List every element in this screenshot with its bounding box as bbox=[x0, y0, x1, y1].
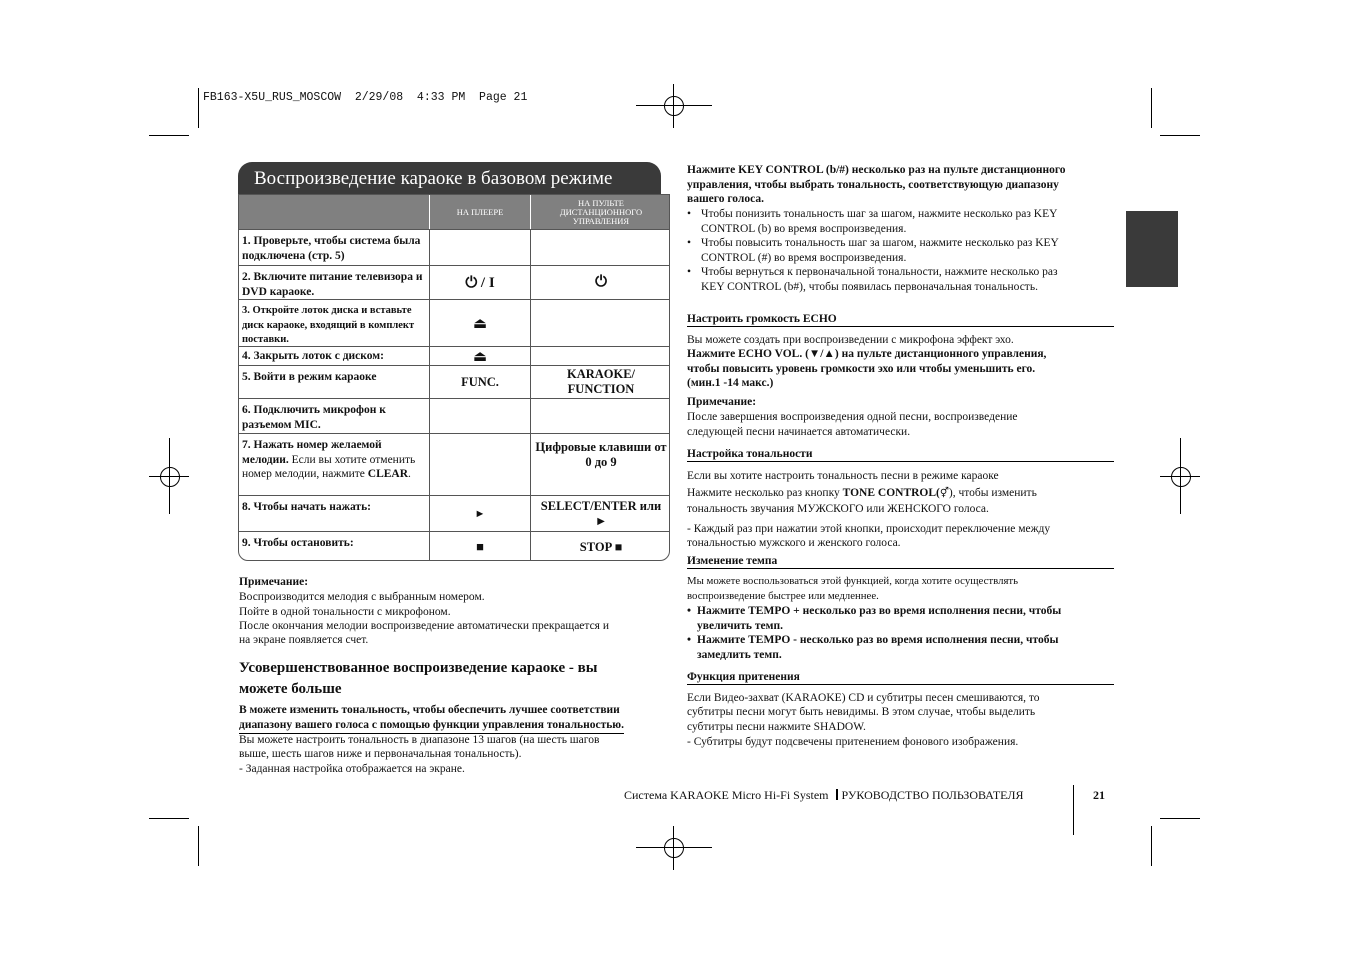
bullet-item: • Чтобы вернуться к первоначальной тональности, нажмите несколько раз KEY CONTROL (b#), чтобы появилась первоначальная тональность. bbox=[687, 266, 1058, 293]
steps-table bbox=[238, 194, 670, 561]
stop-icon: ■ bbox=[430, 532, 531, 561]
section-title-tempo: Изменение темпа bbox=[687, 555, 1114, 569]
footer-divider bbox=[1073, 785, 1074, 835]
paragraph-line: Вы можете настроить тональность в диапазоне 13 шагов (на шесть шагов bbox=[239, 734, 600, 746]
header-slug: FB163-X5U_RUS_MOSCOW 2/29/08 4:33 PM Page 21 bbox=[203, 91, 528, 104]
eject-icon: ⏏ bbox=[430, 347, 531, 365]
bold-paragraph: В можете изменить тональность, чтобы обеспечить лучшее соответствии bbox=[239, 704, 620, 716]
table-row: 4. Закрыть лоток с диском: ⏏ bbox=[239, 346, 669, 365]
bullet-item: • Чтобы повысить тональность шаг за шагом, нажмите несколько раз KEY CONTROL (#) во время воспроизведения. bbox=[687, 237, 1059, 264]
play-icon: ► bbox=[430, 496, 531, 531]
table-row: 1. Проверьте, чтобы система была подключена (стр. 5) bbox=[239, 229, 669, 265]
table-row: 3. Откройте лоток диска и вставьте диск караоке, входящий в комплект поставки. ⏏ bbox=[239, 299, 669, 346]
intro-line: вашего голоса. bbox=[687, 193, 764, 205]
table-header bbox=[239, 195, 669, 229]
table-row: 5. Войти в режим караоке FUNC. KARAOKE/ FUNCTION bbox=[239, 365, 669, 398]
paragraph-line: выше, шесть шагов ниже и первоначальная тональность). bbox=[239, 748, 522, 760]
section-title-tone: Настройка тональности bbox=[687, 448, 1114, 462]
section-heading: можете больше bbox=[239, 681, 342, 697]
page-number: 21 bbox=[1093, 788, 1105, 802]
note-line: Воспроизводится мелодия с выбранным номером. bbox=[239, 591, 485, 603]
table-row: 8. Чтобы начать нажать: ► SELECT/ENTER или ► bbox=[239, 495, 669, 531]
footer-text: Система KARAOKE Micro Hi-Fi System РУКОВОДСТВО ПОЛЬЗОВАТЕЛЯ bbox=[624, 788, 1024, 802]
table-row: 2. Включите питание телевизора и DVD караоке. ⏻ / I ⏻ bbox=[239, 265, 669, 299]
table-row: 6. Подключить микрофон к разъемом MIC. bbox=[239, 398, 669, 433]
col-remote-header: НА ПУЛЬТЕ ДИСТАНЦИОННОГО УПРАВЛЕНИЯ bbox=[559, 197, 643, 226]
tone-gender-icon: ⚥ bbox=[939, 488, 949, 499]
col-player-header: НА ПЛЕЕРЕ bbox=[430, 195, 531, 229]
paragraph-line: - Заданная настройка отображается на экране. bbox=[239, 763, 465, 775]
bullet-item: • Нажмите TEMPO - несколько раз во время исполнения песни, чтобы замедлить темп. bbox=[687, 634, 1059, 661]
power-icon: ⏻ bbox=[595, 274, 607, 290]
page-title: Воспроизведение караоке в базовом режиме bbox=[238, 162, 661, 194]
bold-paragraph: диапазону вашего голоса с помощью функции управления тональностью. bbox=[239, 718, 624, 734]
note-line: Пойте в одной тональности с микрофоном. bbox=[239, 606, 451, 618]
section-tab bbox=[1126, 211, 1178, 287]
intro-line: управления, чтобы выбрать тональность, соответствующую диапазону bbox=[687, 179, 1059, 191]
section-heading: Усовершенствованное воспроизведение караоке - вы bbox=[239, 660, 598, 676]
note-label: Примечание: bbox=[687, 396, 757, 408]
section-title-echo: Настроить громкость ECHO bbox=[687, 313, 1114, 327]
bullet-item: • Чтобы понизить тональность шаг за шагом, нажмите несколько раз KEY CONTROL (b) во время воспроизведения. bbox=[687, 208, 1058, 235]
table-row: 7. Нажать номер желаемой мелодии. Если вы хотите отменить номер мелодии, нажмите CLEAR. Цифровые клавиши от 0 до 9 bbox=[239, 433, 669, 495]
table-row: 9. Чтобы остановить: ■ STOP ■ bbox=[239, 531, 669, 561]
eject-icon: ⏏ bbox=[430, 300, 531, 346]
section-title-shadow: Функция притенения bbox=[687, 671, 1114, 685]
note-label: Примечание: bbox=[239, 576, 309, 588]
note-line: на экране появляется счет. bbox=[239, 634, 369, 646]
intro-line: Нажмите KEY CONTROL (b/#) несколько раз на пульте дистанционного bbox=[687, 164, 1066, 176]
bullet-item: • Нажмите TEMPO + несколько раз во время исполнения песни, чтобы увеличить темп. bbox=[687, 605, 1062, 632]
note-line: После окончания мелодии воспроизведение автоматически прекращается и bbox=[239, 620, 609, 632]
power-icon: ⏻ / I bbox=[430, 266, 531, 299]
